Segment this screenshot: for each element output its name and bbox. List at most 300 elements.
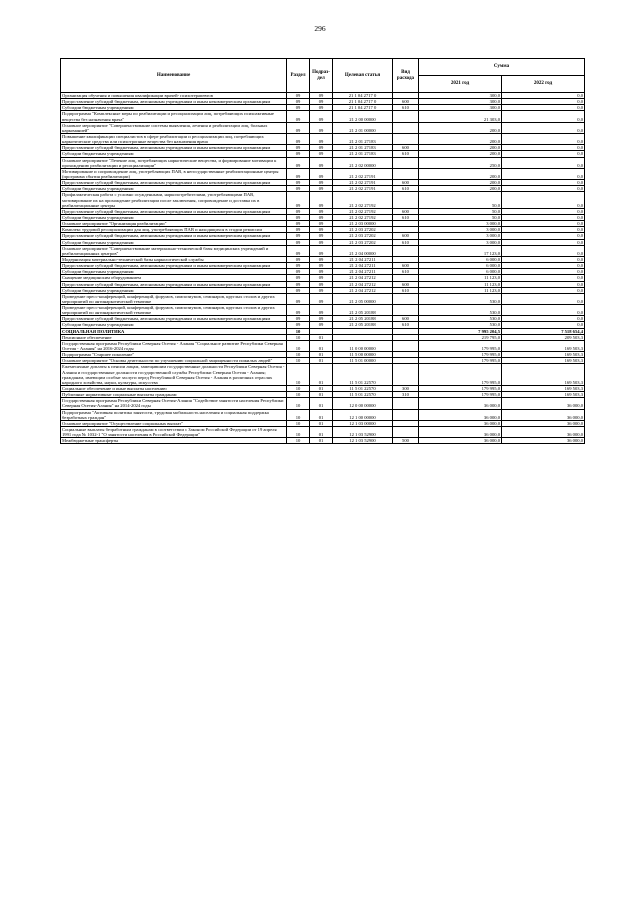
cell-name: Модернизация материально-технической базы наркологической службы: [61, 256, 287, 262]
cell-2022: 0,0: [502, 151, 585, 157]
cell-expense-type: 310: [393, 392, 419, 398]
cell-expense-type: 600: [393, 263, 419, 269]
cell-subsection: 01: [310, 438, 333, 444]
cell-section: 10: [287, 364, 310, 386]
cell-target-article: 21 2 05 00000: [333, 293, 393, 304]
cell-section: 09: [287, 208, 310, 214]
cell-target-article: 11 5 01 22570: [333, 392, 393, 398]
cell-expense-type: 610: [393, 269, 419, 275]
cell-2022: 0,0: [502, 256, 585, 262]
cell-subsection: 09: [310, 227, 333, 233]
cell-name: Предоставление субсидий бюджетным, автономным учреждениям и иным некоммерческим организациям: [61, 316, 287, 322]
cell-2022: 36 000,0: [502, 438, 585, 444]
cell-2021: 36 000,0: [419, 438, 502, 444]
cell-2022: 169 503,3: [502, 392, 585, 398]
cell-section: 09: [287, 168, 310, 179]
cell-2022: 169 503,3: [502, 340, 585, 351]
cell-section: 09: [287, 256, 310, 262]
cell-target-article: 12 1 00 00000: [333, 409, 393, 420]
cell-expense-type: 610: [393, 322, 419, 328]
cell-name: Проведение пресс-конференций, конференций, форумов, симпозиумов, семинаров, круглых столов и других мероприятий по антинаркотической тематике: [61, 293, 287, 304]
cell-section: 10: [287, 358, 310, 364]
cell-2021: 11 123,0: [419, 281, 502, 287]
cell-name: Социальное обеспечение и иные выплаты населению: [61, 386, 287, 392]
cell-section: 09: [287, 122, 310, 133]
cell-name: Субсидии бюджетным учреждениям: [61, 269, 287, 275]
cell-target-article: 21 1 04 2717 0: [333, 99, 393, 105]
cell-expense-type: 600: [393, 316, 419, 322]
cell-2021: 179 995,0: [419, 340, 502, 351]
cell-2021: 250,0: [419, 157, 502, 168]
cell-2022: 0,0: [502, 221, 585, 227]
cell-2021: 36 000,0: [419, 427, 502, 438]
cell-subsection: 01: [310, 352, 333, 358]
cell-target-article: 21 2 03 27202: [333, 239, 393, 245]
cell-2022: 0,0: [502, 305, 585, 316]
cell-name: Субсидии бюджетным учреждениям: [61, 287, 287, 293]
cell-target-article: 21 1 04 2717 0: [333, 105, 393, 111]
cell-2021: 530,0: [419, 322, 502, 328]
cell-name: Социальные выплаты безработным гражданам в соответствии с Законом Российской Федерации от 19 апреля 1991 года № 1032-1 "О занятости населения в Российской Федерации": [61, 427, 287, 438]
cell-2022: 0,0: [502, 239, 585, 245]
cell-target-article: 21 2 01 27183: [333, 145, 393, 151]
cell-subsection: 09: [310, 145, 333, 151]
cell-expense-type: 500: [393, 438, 419, 444]
cell-2022: 7 518 654,4: [502, 328, 585, 334]
cell-section: 10: [287, 438, 310, 444]
cell-2022: 169 503,3: [502, 386, 585, 392]
table-row: [61, 340, 585, 351]
cell-2022: 0,0: [502, 180, 585, 186]
cell-expense-type: [393, 364, 419, 386]
header-name: Наименование: [61, 59, 287, 93]
cell-subsection: 01: [310, 386, 333, 392]
cell-name: Мотивирование и сопровождение лиц, употребляющих ПАВ, в негосударственные реабилитационные центры (программа сбытия реабилитации): [61, 168, 287, 179]
cell-section: 09: [287, 221, 310, 227]
cell-2021: 200,0: [419, 145, 502, 151]
cell-2022: 0,0: [502, 263, 585, 269]
cell-2021: 11 123,0: [419, 287, 502, 293]
cell-target-article: 11 0 00 00000: [333, 340, 393, 351]
cell-2022: 0,0: [502, 168, 585, 179]
cell-2022: 0,0: [502, 214, 585, 220]
cell-target-article: 11 5 00 00000: [333, 352, 393, 358]
cell-2021: 200,0: [419, 186, 502, 192]
cell-2021: 200,0: [419, 180, 502, 186]
cell-expense-type: [393, 122, 419, 133]
cell-target-article: 12 1 03 00000: [333, 420, 393, 426]
cell-subsection: 09: [310, 151, 333, 157]
cell-subsection: 01: [310, 398, 333, 409]
cell-2022: 0,0: [502, 316, 585, 322]
cell-2021: 530,0: [419, 293, 502, 304]
cell-2022: 0,0: [502, 93, 585, 99]
cell-subsection: 09: [310, 180, 333, 186]
cell-section: 09: [287, 133, 310, 144]
cell-2021: 50,0: [419, 214, 502, 220]
cell-subsection: 01: [310, 420, 333, 426]
cell-2022: 169 503,3: [502, 364, 585, 386]
cell-name: Пенсионное обеспечение: [61, 334, 287, 340]
cell-2022: 209 503,3: [502, 334, 585, 340]
cell-name: Подпрограмма "Старшее поколение": [61, 352, 287, 358]
cell-target-article: 11 5 01 22570: [333, 386, 393, 392]
cell-name: Снащение медицинским оборудованием: [61, 275, 287, 281]
cell-2022: 36 000,0: [502, 409, 585, 420]
cell-name: Предоставление субсидий бюджетным, автономным учреждениям и иным некоммерческим организациям: [61, 208, 287, 214]
cell-target-article: 21 2 02 27191: [333, 168, 393, 179]
cell-subsection: 09: [310, 186, 333, 192]
cell-expense-type: [393, 111, 419, 122]
cell-subsection: 01: [310, 334, 333, 340]
header-year-2021: 2021 год: [419, 76, 502, 93]
cell-section: 09: [287, 192, 310, 208]
table-row: [61, 364, 585, 386]
cell-section: 09: [287, 293, 310, 304]
cell-2021: 3 000,0: [419, 233, 502, 239]
cell-2021: 179 995,0: [419, 358, 502, 364]
cell-2022: 0,0: [502, 322, 585, 328]
cell-target-article: 12 1 03 52900: [333, 427, 393, 438]
cell-subsection: 01: [310, 409, 333, 420]
cell-expense-type: [393, 409, 419, 420]
cell-target-article: 21 2 02 27192: [333, 208, 393, 214]
cell-section: 09: [287, 263, 310, 269]
cell-2021: 50,0: [419, 208, 502, 214]
cell-2022: 169 503,3: [502, 358, 585, 364]
cell-section: 09: [287, 287, 310, 293]
cell-2022: 0,0: [502, 287, 585, 293]
cell-section: 09: [287, 105, 310, 111]
cell-section: 10: [287, 340, 310, 351]
cell-2022: 0,0: [502, 133, 585, 144]
cell-section: 10: [287, 328, 310, 334]
cell-section: 09: [287, 214, 310, 220]
cell-name: Субсидии бюджетным учреждениям: [61, 151, 287, 157]
cell-2021: 300,0: [419, 105, 502, 111]
cell-2022: 0,0: [502, 122, 585, 133]
cell-target-article: 21 2 02 27191: [333, 180, 393, 186]
cell-target-article: 21 2 05 20188: [333, 305, 393, 316]
cell-name: Субсидии бюджетным учреждениям: [61, 239, 287, 245]
cell-section: 10: [287, 392, 310, 398]
cell-target-article: 21 2 01 00000: [333, 122, 393, 133]
cell-target-article: 21 2 03 00000: [333, 221, 393, 227]
cell-expense-type: [393, 133, 419, 144]
table-row: [61, 122, 585, 133]
cell-name: Повышение квалификации специалистов в сфере реабилитации и ресоциализации лиц, потребляющих наркотические средства или психотропные вещества без назначения врача: [61, 133, 287, 144]
cell-target-article: 21 2 04 27212: [333, 281, 393, 287]
cell-name: Организация обучения и повышения квалификации врачей- психотерапевтов: [61, 93, 287, 99]
cell-2021: 36 000,0: [419, 420, 502, 426]
cell-expense-type: 600: [393, 281, 419, 287]
table-row: [61, 168, 585, 179]
cell-subsection: 09: [310, 208, 333, 214]
cell-expense-type: [393, 245, 419, 256]
cell-2021: 530,0: [419, 305, 502, 316]
cell-name: Предоставление субсидий бюджетным, автономным учреждениям и иным некоммерческим организациям: [61, 233, 287, 239]
cell-expense-type: 610: [393, 105, 419, 111]
cell-2021: 6 000,0: [419, 269, 502, 275]
cell-subsection: 01: [310, 358, 333, 364]
cell-2022: 0,0: [502, 111, 585, 122]
cell-subsection: 09: [310, 233, 333, 239]
cell-subsection: 09: [310, 263, 333, 269]
cell-2021: 179 995,0: [419, 392, 502, 398]
cell-name: Предоставление субсидий бюджетным, автономным учреждениям и иным некоммерческим организациям: [61, 281, 287, 287]
cell-name: Субсидии бюджетным учреждениям: [61, 186, 287, 192]
table-row: [61, 245, 585, 256]
cell-expense-type: 600: [393, 145, 419, 151]
cell-2021: 300,0: [419, 93, 502, 99]
cell-2021: 7 995 204,5: [419, 328, 502, 334]
cell-target-article: 21 2 05 20188: [333, 322, 393, 328]
cell-section: 10: [287, 352, 310, 358]
cell-2021: 36 000,0: [419, 409, 502, 420]
cell-target-article: 21 2 04 27212: [333, 287, 393, 293]
cell-subsection: 09: [310, 275, 333, 281]
cell-subsection: 09: [310, 322, 333, 328]
cell-expense-type: [393, 168, 419, 179]
cell-name: Предоставление субсидий бюджетным, автономным учреждениям и иным некоммерческим организациям: [61, 145, 287, 151]
cell-expense-type: [393, 305, 419, 316]
cell-2022: 0,0: [502, 269, 585, 275]
table-row: [61, 438, 585, 444]
cell-2021: 3 000,0: [419, 227, 502, 233]
cell-2022: 36 000,0: [502, 420, 585, 426]
table-row: [61, 409, 585, 420]
cell-name: Ежемесячные доплаты к пенсии лицам, замещавшим государственные должности Республики Северная Осетия - Алания и государственные должности государственной службы Республики Северная Осетия - Алания; гражданам, имеющим особые заслуги перед Республикой Северная Осетия - Алания в различных отраслях народного хозяйства, науки, культуры, искусства: [61, 364, 287, 386]
cell-2021: 530,0: [419, 316, 502, 322]
cell-2021: 11 123,0: [419, 275, 502, 281]
table-row: [61, 192, 585, 208]
cell-subsection: 09: [310, 99, 333, 105]
table-row: [61, 305, 585, 316]
cell-target-article: 12 0 00 00000: [333, 398, 393, 409]
cell-subsection: 09: [310, 287, 333, 293]
cell-expense-type: 610: [393, 287, 419, 293]
header-expense-type: Вид расхода: [393, 59, 419, 93]
cell-target-article: 21 2 02 27192: [333, 192, 393, 208]
budget-table: [60, 58, 585, 444]
cell-2021: 21 303,0: [419, 111, 502, 122]
cell-expense-type: [393, 192, 419, 208]
cell-name: Государственная программа Республики Северная Осетия - Алания "Социальное развитие Республики Северная Осетия - Алания" на 2016-2024 годы: [61, 340, 287, 351]
cell-2022: 0,0: [502, 275, 585, 281]
cell-target-article: 21 2 04 00000: [333, 245, 393, 256]
cell-2022: 0,0: [502, 245, 585, 256]
cell-subsection: 09: [310, 93, 333, 99]
cell-2021: 179 995,0: [419, 364, 502, 386]
cell-name: Комплекс трудовой ресоциализации для лиц, употребляющих ПАВ и находящихся в стадии ремиссии: [61, 227, 287, 233]
cell-subsection: 09: [310, 221, 333, 227]
table-row: [61, 133, 585, 144]
cell-section: 09: [287, 186, 310, 192]
cell-name: Государственная программа Республики Северная Осетия-Алания "Содействие занятости населения Республики Северная Осетия-Алания" на 2014-2024 годы: [61, 398, 287, 409]
cell-section: 09: [287, 322, 310, 328]
cell-2022: 0,0: [502, 99, 585, 105]
table-body: [61, 93, 585, 444]
cell-subsection: 09: [310, 192, 333, 208]
cell-name: Субсидии бюджетным учреждениям: [61, 105, 287, 111]
cell-section: 10: [287, 334, 310, 340]
cell-name: Основное мероприятие "Совершенствование материально-технической базы медицинских учреждений и реабилитационных центров": [61, 245, 287, 256]
table-row: [61, 398, 585, 409]
cell-2022: 0,0: [502, 281, 585, 287]
cell-name: Основное мероприятие "Осуществление социальных выплат": [61, 420, 287, 426]
cell-target-article: 21 2 02 27192: [333, 214, 393, 220]
cell-target-article: 11 5 01 22570: [333, 364, 393, 386]
cell-name: Подпрограмма "Активная политика занятости, трудовая мобильность населения и социальная поддержка безработных граждан": [61, 409, 287, 420]
cell-subsection: 09: [310, 157, 333, 168]
cell-name: Профилактическая работа с условно осужденными, наркопотребителями, употребляющими ПАВ, мотивирование их на прохождение реабилитации после заключения, сопровождение и доставка их в реабилитационные центры: [61, 192, 287, 208]
cell-2021: 179 995,0: [419, 352, 502, 358]
cell-subsection: 09: [310, 105, 333, 111]
cell-name: СОЦИАЛЬНАЯ ПОЛИТИКА: [61, 328, 287, 334]
cell-expense-type: 600: [393, 208, 419, 214]
cell-2021: 3 000,0: [419, 239, 502, 245]
cell-target-article: 21 2 01 27183: [333, 151, 393, 157]
cell-subsection: 09: [310, 133, 333, 144]
cell-section: 09: [287, 157, 310, 168]
cell-2022: 0,0: [502, 186, 585, 192]
cell-target-article: 21 1 04 2717 0: [333, 93, 393, 99]
table-row: [61, 157, 585, 168]
cell-subsection: 01: [310, 392, 333, 398]
cell-2022: 0,0: [502, 105, 585, 111]
cell-section: 09: [287, 269, 310, 275]
cell-2022: 0,0: [502, 192, 585, 208]
cell-2022: 0,0: [502, 293, 585, 304]
cell-target-article: 21 2 00 00000: [333, 111, 393, 122]
cell-target-article: 21 2 01 27183: [333, 133, 393, 144]
cell-expense-type: 610: [393, 239, 419, 245]
cell-section: 10: [287, 398, 310, 409]
cell-section: 09: [287, 93, 310, 99]
cell-target-article: 21 2 03 27202: [333, 233, 393, 239]
cell-subsection: 09: [310, 214, 333, 220]
cell-target-article: 21 2 04 27211: [333, 256, 393, 262]
cell-section: 09: [287, 275, 310, 281]
cell-expense-type: 600: [393, 233, 419, 239]
cell-2021: 17 123,0: [419, 245, 502, 256]
cell-2021: 219 795,0: [419, 334, 502, 340]
cell-expense-type: 610: [393, 186, 419, 192]
cell-section: 09: [287, 227, 310, 233]
cell-section: 09: [287, 239, 310, 245]
cell-name: Основное мероприятие "Основы деятельности по улучшению социальной защищенности пожилых людей": [61, 358, 287, 364]
table-row: [61, 111, 585, 122]
cell-subsection: 09: [310, 245, 333, 256]
cell-2022: 169 503,3: [502, 352, 585, 358]
table-header: [61, 59, 585, 93]
cell-target-article: 12 1 03 52900: [333, 438, 393, 444]
cell-expense-type: 300: [393, 386, 419, 392]
cell-name: Предоставление субсидий бюджетным, автономным учреждениям и иным некоммерческим организациям: [61, 99, 287, 105]
cell-expense-type: [393, 157, 419, 168]
cell-expense-type: 600: [393, 99, 419, 105]
cell-name: Проведение пресс-конференций, конференций, форумов, симпозиумов, семинаров, круглых столов и других мероприятий по антинаркотической тематике: [61, 305, 287, 316]
cell-2021: 3 000,0: [419, 221, 502, 227]
cell-name: Предоставление субсидий бюджетным, автономным учреждениям и иным некоммерческим организациям: [61, 180, 287, 186]
cell-subsection: 01: [310, 427, 333, 438]
cell-target-article: 21 2 02 27191: [333, 186, 393, 192]
cell-target-article: 21 2 04 27211: [333, 269, 393, 275]
cell-2021: 200,0: [419, 151, 502, 157]
cell-target-article: 21 2 03 27202: [333, 227, 393, 233]
cell-subsection: 09: [310, 269, 333, 275]
cell-expense-type: [393, 293, 419, 304]
header-sum: Сумма: [419, 59, 585, 76]
cell-subsection: 09: [310, 256, 333, 262]
cell-section: 09: [287, 281, 310, 287]
cell-subsection: 09: [310, 111, 333, 122]
cell-2021: 179 995,0: [419, 386, 502, 392]
cell-name: Основное мероприятие "Организация реабилитации": [61, 221, 287, 227]
cell-2021: 300,0: [419, 99, 502, 105]
cell-expense-type: [393, 427, 419, 438]
cell-subsection: 09: [310, 316, 333, 322]
cell-name: Межбюджетные трансферты: [61, 438, 287, 444]
cell-target-article: 21 2 05 20188: [333, 316, 393, 322]
cell-target-article: 21 2 02 00000: [333, 157, 393, 168]
header-year-2022: 2022 год: [502, 76, 585, 93]
cell-section: 10: [287, 386, 310, 392]
cell-name: Основное мероприятие "Лечение лиц, потребляющих наркотические вещества, и формирование мотивации к прохождению реабилитации и ресоциализации": [61, 157, 287, 168]
cell-name: Публичные нормативные социальные выплаты гражданам: [61, 392, 287, 398]
cell-subsection: 09: [310, 305, 333, 316]
cell-2022: 0,0: [502, 227, 585, 233]
cell-subsection: 01: [310, 364, 333, 386]
cell-section: 09: [287, 151, 310, 157]
cell-section: 09: [287, 99, 310, 105]
cell-2021: 200,0: [419, 168, 502, 179]
cell-2021: 200,0: [419, 122, 502, 133]
cell-section: 09: [287, 111, 310, 122]
cell-name: Субсидии бюджетным учреждениям: [61, 322, 287, 328]
table-row: [61, 293, 585, 304]
cell-subsection: 01: [310, 340, 333, 351]
cell-section: 10: [287, 427, 310, 438]
cell-2021: 36 000,0: [419, 398, 502, 409]
cell-section: 09: [287, 233, 310, 239]
header-subsection: Подраз-дел: [310, 59, 333, 93]
cell-expense-type: [393, 398, 419, 409]
cell-section: 10: [287, 409, 310, 420]
header-target-article: Целевая статья: [333, 59, 393, 93]
cell-2022: 0,0: [502, 233, 585, 239]
cell-expense-type: 610: [393, 151, 419, 157]
cell-2021: 6 000,0: [419, 263, 502, 269]
cell-name: Субсидии бюджетным учреждениям: [61, 214, 287, 220]
cell-2021: 50,0: [419, 192, 502, 208]
cell-2022: 0,0: [502, 157, 585, 168]
cell-name: Предоставление субсидий бюджетным, автономным учреждениям и иным некоммерческим организациям: [61, 263, 287, 269]
cell-section: 09: [287, 316, 310, 322]
cell-target-article: 11 5 01 00000: [333, 358, 393, 364]
cell-section: 09: [287, 145, 310, 151]
cell-name: Подпрограмма "Комплексные меры по реабилитации и ресоциализации лиц, потребляющих психоактивные вещества без назначения врача": [61, 111, 287, 122]
header-section: Раздел: [287, 59, 310, 93]
cell-section: 09: [287, 180, 310, 186]
cell-section: 09: [287, 305, 310, 316]
cell-target-article: 21 2 04 27211: [333, 263, 393, 269]
cell-subsection: 09: [310, 122, 333, 133]
cell-2022: 36 000,0: [502, 427, 585, 438]
page-number: 296: [314, 24, 326, 33]
cell-subsection: 09: [310, 281, 333, 287]
cell-2022: 0,0: [502, 145, 585, 151]
